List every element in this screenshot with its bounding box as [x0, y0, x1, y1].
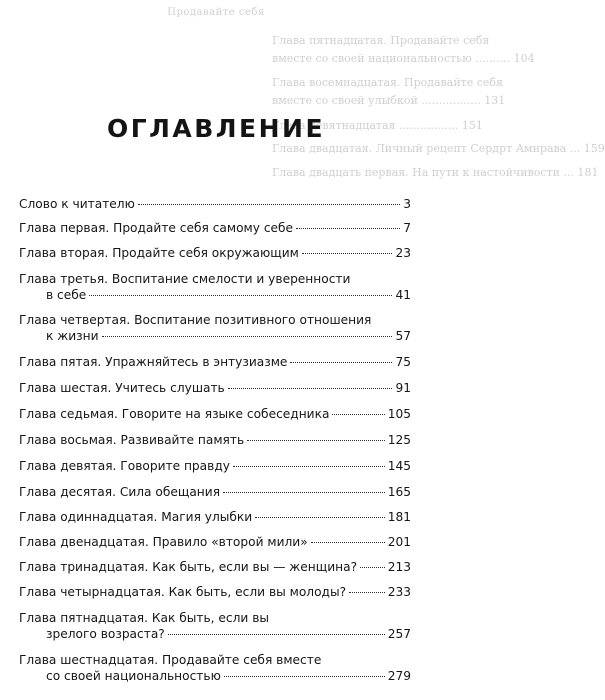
toc-entry [19, 312, 411, 344]
toc-entry-title-cont: к жизни [46, 329, 99, 343]
dot-leader [228, 388, 393, 389]
show-through-text [0, 0, 605, 205]
toc-entry-title: Глава третья. Воспитание смелости и уверенности [19, 272, 351, 286]
toc-entry [19, 652, 411, 684]
dot-leader [247, 440, 385, 441]
toc-page-number: 23 [395, 246, 411, 260]
toc-entry [19, 380, 411, 396]
dot-leader [332, 414, 384, 415]
dot-leader [290, 362, 392, 363]
toc-page-number: 201 [387, 535, 411, 549]
toc-page-number: 41 [395, 288, 411, 302]
show-through-line: Глава восемнадцатая. Продавайте себя [272, 76, 503, 89]
show-through-line: Глава пятнадцатая. Продавайте себя [272, 34, 490, 47]
toc-entry-title: Глава двенадцатая. Правило «второй мили» [19, 535, 308, 549]
dot-leader [349, 592, 385, 593]
dot-leader [360, 567, 385, 568]
table-of-contents [19, 196, 411, 684]
toc-entry [19, 509, 411, 525]
toc-page-number: 7 [403, 221, 411, 235]
show-through-line: Глава двадцатая. Личный рецепт Сердрт Амнрава ... 159 [272, 142, 605, 155]
dot-leader [223, 492, 385, 493]
show-through-line: вместе со своей национальностью .......... 104 [272, 52, 535, 65]
toc-page-number: 279 [387, 669, 411, 683]
toc-page-number: 257 [387, 627, 411, 641]
show-through-header: Продавайте себя [167, 7, 265, 18]
toc-page-number: 75 [395, 355, 411, 369]
toc-entry [19, 406, 411, 422]
toc-entry-title: Глава четырнадцатая. Как быть, если вы молоды? [19, 585, 347, 599]
toc-entry-title: Глава восьмая. Развивайте память [19, 433, 245, 447]
toc-entry-title: Глава пятая. Упражняйтесь в энтузиазме [19, 355, 288, 369]
dot-leader [255, 517, 385, 518]
dot-leader [102, 336, 393, 337]
toc-entry [19, 354, 411, 370]
toc-entry [19, 458, 411, 474]
toc-entry-title: Глава тринадцатая. Как быть, если вы — женщина? [19, 560, 358, 574]
toc-page-number: 91 [395, 381, 411, 395]
page-title: ОГЛАВЛЕНИЕ [106, 114, 326, 143]
toc-entry-title-cont: в себе [46, 288, 87, 302]
toc-entry-title: Глава шестая. Учитесь слушать [19, 381, 225, 395]
toc-page-number: 3 [403, 197, 411, 211]
dot-leader [302, 253, 393, 254]
toc-page-number: 181 [387, 510, 411, 524]
dot-leader [224, 676, 385, 677]
dot-leader [168, 634, 385, 635]
toc-entry [19, 196, 411, 212]
toc-entry-title-cont: зрелого возраста? [46, 627, 165, 641]
show-through-line: вместе со своей улыбкой ................. 131 [272, 94, 506, 107]
toc-entry [19, 432, 411, 448]
toc-entry-title: Глава пятнадцатая. Как быть, если вы [19, 611, 270, 625]
toc-entry-title: Глава первая. Продайте себя самому себе [19, 221, 294, 235]
toc-entry [19, 610, 411, 642]
toc-entry [19, 484, 411, 500]
dot-leader [233, 466, 385, 467]
toc-entry-title: Глава вторая. Продайте себя окружающим [19, 246, 299, 260]
show-through-line: Глава двадцать первая. На пути к настойчивости ... 181 [272, 166, 599, 179]
toc-page-number: 165 [387, 485, 411, 499]
dot-leader [138, 204, 400, 205]
toc-entry-title: Глава десятая. Сила обещания [19, 485, 221, 499]
toc-entry-title-cont: со своей национальностью [46, 669, 221, 683]
toc-entry [19, 245, 411, 261]
toc-entry-title: Глава одиннадцатая. Магия улыбки [19, 510, 253, 524]
toc-entry-title: Глава девятая. Говорите правду [19, 459, 230, 473]
dot-leader [311, 542, 385, 543]
toc-entry-title: Глава седьмая. Говорите на языке собеседника [19, 407, 330, 421]
toc-page-number: 145 [387, 459, 411, 473]
show-through-line: Глава девятнадцатая ................. 151 [272, 119, 483, 132]
toc-entry-title: Глава четвертая. Воспитание позитивного отношения [19, 313, 372, 327]
dot-leader [296, 228, 400, 229]
toc-entry [19, 271, 411, 303]
toc-entry [19, 584, 411, 600]
toc-entry [19, 220, 411, 236]
toc-entry-title: Глава шестнадцатая. Продавайте себя вместе [19, 653, 322, 667]
toc-page-number: 213 [387, 560, 411, 574]
toc-entry [19, 534, 411, 550]
toc-page-number: 105 [387, 407, 411, 421]
dot-leader [89, 295, 392, 296]
toc-entry [19, 559, 411, 575]
toc-entry-title: Слово к читателю [19, 197, 135, 211]
toc-page-number: 125 [387, 433, 411, 447]
toc-page-number: 233 [387, 585, 411, 599]
toc-page-number: 57 [395, 329, 411, 343]
